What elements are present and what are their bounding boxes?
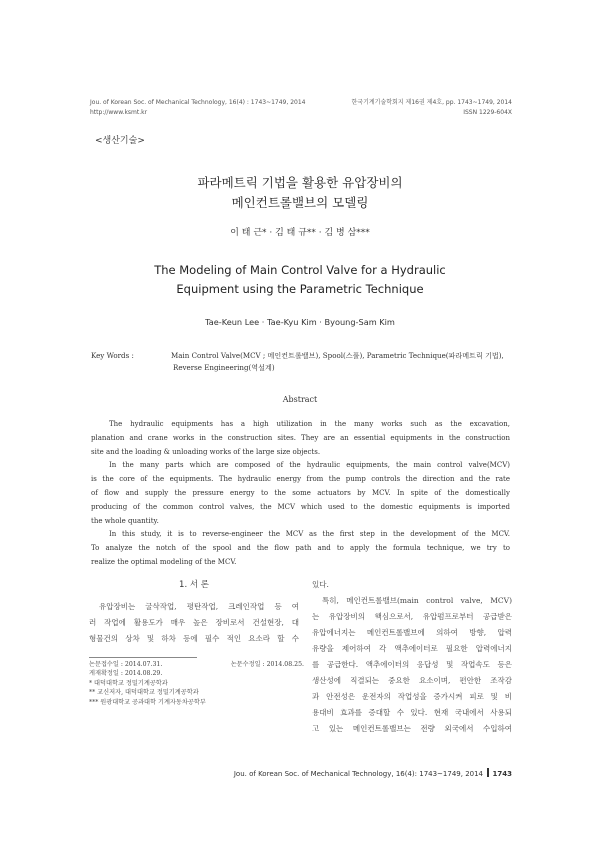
body-line: 있다. <box>312 580 329 589</box>
footnote-affiliation-1: * 대덕대학교 정밀기계공학과 <box>89 679 168 687</box>
body-line: 특히, 메인컨트롤밸브(main control valve, MCV) <box>322 596 512 605</box>
journal-citation-korean: 한국기계기술학회지 제16권 제4호, pp. 1743~1749, 2014 <box>351 99 512 106</box>
abstract-body <box>91 418 510 570</box>
abstract-line: In the many parts which are composed of the hydraulic equipments, the main control valve(MCV) <box>109 461 510 470</box>
footnote-affiliation-2: ** 교신저자, 대덕대학교 정밀기계공학과 <box>89 689 199 697</box>
body-line: 러 작업에 활용도가 매우 높은 장비로서 건설현장, 대 <box>89 618 299 627</box>
section-label: <생산기술> <box>95 136 145 146</box>
page-number: 1743 <box>492 770 512 778</box>
authors-korean: 이 태 근* · 김 태 규** · 김 병 삼*** <box>230 228 370 238</box>
title-korean-line1: 파라메트릭 기법을 활용한 유압장비의 <box>197 175 403 190</box>
footnote-dates-row <box>89 660 304 669</box>
footnotes <box>89 660 304 707</box>
journal-citation: Jou. of Korean Soc. of Mechanical Technology, 16(4) : 1743~1749, 2014 <box>90 99 306 106</box>
body-line: 형물건의 상차 및 하차 등에 필수 적인 요소라 할 수 <box>89 634 299 643</box>
revised-date: 논문수정일 : 2014.08.25. <box>230 661 304 668</box>
footnote-divider <box>89 657 197 658</box>
abstract-line: is the core of the equipments. The hydraulic energy from the pump controls the direction and the rate <box>91 475 510 484</box>
received-date: 논문접수일 : 2014.07.31. <box>89 661 163 668</box>
abstract-heading: Abstract <box>282 395 318 404</box>
authors-english: Tae-Keun Lee · Tae-Kyu Kim · Byoung-Sam Kim <box>205 317 395 327</box>
section-1-heading: 1. 서 론 <box>179 580 209 590</box>
body-line: 생산성에 직결되는 중요한 요소이며, 편안한 조작감 <box>312 676 512 685</box>
body-line: 유압에너지는 메인컨트롤밸브에 의하여 방향, 압력 <box>312 628 512 637</box>
footer-journal-citation: Jou. of Korean Soc. of Mechanical Technology, 16(4): 1743~1749, 2014 <box>233 770 484 778</box>
body-line: 는 유압장비의 핵심으로서, 유압펌프로부터 공급받은 <box>312 612 512 621</box>
body-line: 를 공급한다. 액추에이터의 응답성 및 작업속도 등은 <box>312 660 512 669</box>
keywords-line1: Main Control Valve(MCV ; 메인컨트롤밸브), Spool(스풀), Parametric Technique(파라메트릭 기법), <box>171 351 504 360</box>
abstract-line: realize the optimal modeling of the MCV. <box>91 557 237 566</box>
abstract-line: the whole quantity. <box>91 516 159 525</box>
page-footer <box>234 768 512 778</box>
abstract-line: site and the loading & unloading works of the large size objects. <box>91 447 321 456</box>
issn: ISSN 1229-604X <box>463 109 512 116</box>
left-column-body <box>89 599 299 647</box>
abstract-line: of flow and supply the pressure energy to the some actuators by MCV. In spite of the domestically <box>91 488 510 497</box>
title-english-line2: Equipment using the Parametric Technique <box>176 282 424 296</box>
footnote-affiliation-3: *** 원광대학교 공과대학 기계자동차공학부 <box>89 698 206 706</box>
right-column-body <box>312 577 512 737</box>
running-header-left <box>90 98 305 118</box>
keywords-label: Key Words : <box>91 351 134 360</box>
title-english-line1: The Modeling of Main Control Valve for a Hydraulic <box>154 263 446 277</box>
running-header-right <box>351 98 512 118</box>
journal-url: http://www.ksmt.kr <box>90 109 148 116</box>
abstract-line: producing of the common control valves, the MCV which used to the domestic equipments is imported <box>91 502 510 511</box>
body-line: 고 있는 메인컨트롤밸브는 전량 외국에서 수입하여 <box>312 724 512 733</box>
body-line: 유압장비는 굴삭작업, 평탄작업, 크레인작업 등 여 <box>99 602 299 611</box>
keywords-line2: Reverse Engineering(역설계) <box>173 363 275 372</box>
abstract-line: To analyze the notch of the spool and the flow path and to apply the formula technique, we try to <box>91 544 510 553</box>
footer-separator <box>487 768 489 777</box>
abstract-line: In this study, it is to reverse-engineer the MCV as the first step in the development of the MCV. <box>109 530 510 539</box>
abstract-line: planation and crane works in the construction sites. They are an essential equipments in the construction <box>91 433 510 442</box>
body-line: 용대비 효과를 증대할 수 있다. 현재 국내에서 사용되 <box>312 708 512 717</box>
body-line: 과 안전성은 운전자의 작업성을 증가시켜 피로 및 비 <box>312 692 512 701</box>
accepted-date: 게재확정일 : 2014.08.29. <box>89 670 163 678</box>
title-korean-line2: 메인컨트롤밸브의 모델링 <box>231 195 369 210</box>
body-line: 유량을 제어하여 각 액추에이터로 필요한 압력에너지 <box>312 644 512 653</box>
abstract-line: The hydraulic equipments has a high utilization in the many works such as the excavation, <box>109 420 510 428</box>
